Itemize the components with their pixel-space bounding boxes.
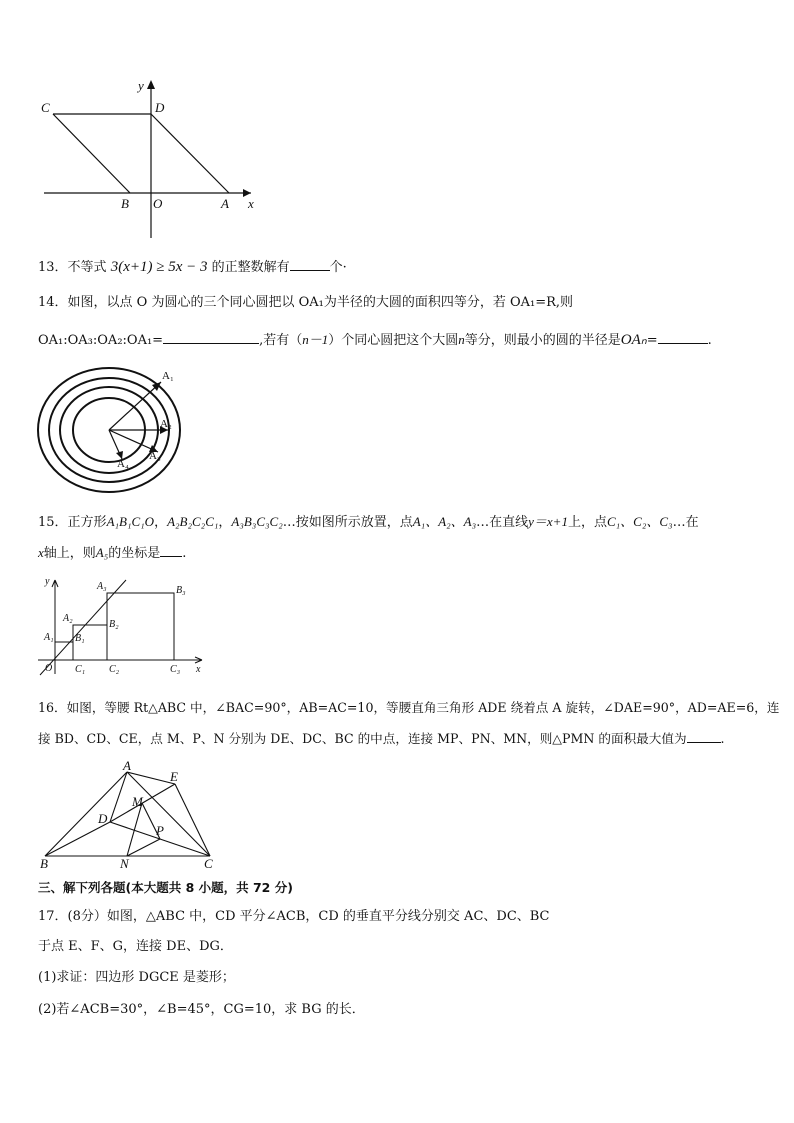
q15-square-2: A₂B₂C₂C₁ bbox=[167, 514, 219, 529]
label-c: C bbox=[204, 856, 213, 870]
label-a2: A₂ bbox=[63, 613, 73, 624]
q15-text-a: 正方形 bbox=[67, 515, 107, 530]
q15-points-a: A₁、A₂、A₃ bbox=[412, 514, 477, 529]
label-b2: B₂ bbox=[109, 619, 119, 630]
label-e: E bbox=[170, 769, 178, 784]
q16-answer-blank[interactable] bbox=[687, 730, 721, 743]
q14-text-d: 等分，则最小的圆的半径是 bbox=[464, 333, 621, 348]
segment-da bbox=[151, 114, 229, 193]
q13-text: 不等式 bbox=[67, 260, 107, 275]
label-m: M bbox=[132, 794, 143, 809]
q14-ratio-text: OA₁:OA₃:OA₂:OA₁= bbox=[38, 333, 164, 348]
question-14-line-2 bbox=[38, 329, 712, 349]
radius-oa1 bbox=[109, 382, 161, 430]
question-17-line-1: 17．(8分）如图，△ABC 中，CD 平分∠ACB，CD 的垂直平分线分别交 AC、DC、BC bbox=[38, 909, 550, 924]
segment-ec bbox=[175, 784, 210, 856]
label-a1: A₁ bbox=[44, 632, 54, 643]
label-y: y bbox=[138, 78, 144, 93]
question-15-line-2 bbox=[38, 542, 186, 561]
y-axis-arrow bbox=[147, 80, 155, 89]
label-d: D bbox=[98, 811, 108, 826]
label-b3: B₃ bbox=[176, 585, 186, 596]
q13-answer-blank[interactable] bbox=[290, 258, 330, 271]
label-c3: C₃ bbox=[170, 664, 181, 675]
triangle-figure bbox=[36, 760, 216, 870]
q15-answer-blank[interactable] bbox=[160, 544, 182, 557]
q13-text-after: 的正整数解有 bbox=[211, 260, 290, 275]
q14-text-c: ）个同心圆把这个大圆 bbox=[328, 333, 459, 348]
q14-equals: = bbox=[646, 333, 658, 348]
q14-text: 如图，以点 O 为圆心的三个同心圆把以 OA₁为半径的大圆的面积四等分，若 OA₁=R,则 bbox=[67, 295, 574, 310]
segment-ab bbox=[45, 772, 127, 856]
label-c1: C₁ bbox=[75, 664, 86, 675]
segment-pn bbox=[127, 839, 160, 856]
q15-period: . bbox=[182, 546, 187, 561]
question-number: 16． bbox=[38, 700, 67, 715]
label-d: D bbox=[155, 100, 165, 115]
q14-n: n bbox=[458, 332, 465, 347]
q14-answer-blank-1[interactable] bbox=[163, 331, 259, 344]
q15-text-c: …在直线 bbox=[476, 515, 529, 530]
label-o: O bbox=[45, 663, 53, 674]
squares-figure bbox=[36, 574, 208, 678]
square-1 bbox=[55, 642, 73, 660]
label-a2: A₂ bbox=[160, 418, 172, 430]
q16-period: . bbox=[720, 731, 725, 746]
label-c2: C₂ bbox=[109, 664, 120, 675]
q15-line-equation: y＝x+1 bbox=[528, 514, 568, 529]
q14-n-minus-1: n－1 bbox=[302, 332, 329, 347]
q15-a5: A₅ bbox=[95, 545, 109, 560]
q14-text-b: ,若有（ bbox=[259, 333, 303, 348]
q15-text-g: 的坐标是 bbox=[108, 546, 161, 561]
q13-text-end: 个· bbox=[329, 260, 347, 275]
question-17-line-2: 于点 E、F、G，连接 DE、DG． bbox=[38, 939, 233, 954]
q15-text-b: …按如图所示放置，点 bbox=[282, 515, 413, 530]
label-b: B bbox=[121, 196, 129, 211]
question-16-line-2 bbox=[38, 728, 725, 747]
label-x: x bbox=[248, 196, 254, 211]
label-c: C bbox=[41, 100, 50, 115]
question-16-line-1 bbox=[38, 697, 779, 716]
label-y: y bbox=[45, 576, 50, 587]
question-14-line-1 bbox=[38, 291, 573, 310]
q16-text-1: 如图，等腰 Rt△ABC 中，∠BAC=90°，AB=AC=10，等腰直角三角形 ADE 绕着点 A 旋转，∠DAE=90°，AD=AE=6，连 bbox=[66, 700, 780, 715]
label-o: O bbox=[153, 196, 163, 211]
label-b1: B₁ bbox=[75, 633, 85, 644]
label-a3: A₃ bbox=[97, 581, 107, 592]
label-a3: A₃ bbox=[149, 450, 161, 462]
question-17-part-1: (1)求证：四边形 DGCE 是菱形； bbox=[38, 970, 235, 985]
q15-text-e: …在 bbox=[672, 515, 699, 530]
q16-text-2: 接 BD、CD、CE，点 M、P、N 分别为 DE、DC、BC 的中点，连接 MP、PN、MN，则△PMN 的面积最大值为 bbox=[38, 731, 687, 746]
q14-oan: OAₙ bbox=[620, 332, 647, 348]
q15-square-1: A₁B₁C₁O bbox=[106, 514, 155, 529]
question-13 bbox=[38, 256, 347, 276]
question-number: 14． bbox=[38, 295, 68, 310]
question-17-part-2: (2)若∠ACB=30°，∠B=45°，CG=10，求 BG 的长． bbox=[38, 1002, 365, 1017]
question-number: 15． bbox=[38, 515, 68, 530]
question-number: 13． bbox=[38, 260, 68, 275]
parallelogram-figure bbox=[36, 72, 266, 242]
q15-text-d: 上，点 bbox=[567, 515, 607, 530]
segment-ad bbox=[110, 772, 127, 822]
q13-inequality: 3(x+1) ≥ 5x − 3 bbox=[110, 259, 208, 275]
label-a: A bbox=[123, 760, 131, 773]
label-p: P bbox=[156, 823, 164, 838]
segment-ae bbox=[127, 772, 175, 784]
q14-period: . bbox=[707, 333, 712, 348]
label-n: N bbox=[120, 856, 129, 870]
concentric-circles-figure bbox=[36, 364, 186, 494]
label-a1: A₁ bbox=[162, 370, 174, 382]
question-15-line-1: 15．正方形A₁B₁C₁O，A₂B₂C₂C₁，A₃B₃C₃C₂…按如图所示放置，点A₁、A₂、A₃…在直线y＝x+1上，点C₁、C₂、C₃…在 bbox=[38, 514, 699, 530]
segment-cb bbox=[53, 114, 130, 193]
section-heading: 三、解下列各题(本大题共 8 小题，共 72 分) bbox=[38, 880, 293, 895]
label-b: B bbox=[40, 856, 48, 870]
q15-x: x bbox=[38, 545, 44, 560]
q15-points-c: C₁、C₂、C₃ bbox=[606, 514, 673, 529]
q15-square-3: A₃B₃C₃C₂ bbox=[231, 514, 283, 529]
label-x: x bbox=[196, 664, 201, 675]
label-a4: A₄ bbox=[117, 458, 129, 470]
label-a: A bbox=[221, 196, 229, 211]
q14-answer-blank-2[interactable] bbox=[658, 331, 708, 344]
segment-bd bbox=[45, 822, 110, 856]
q15-text-f: 轴上，则 bbox=[43, 546, 96, 561]
